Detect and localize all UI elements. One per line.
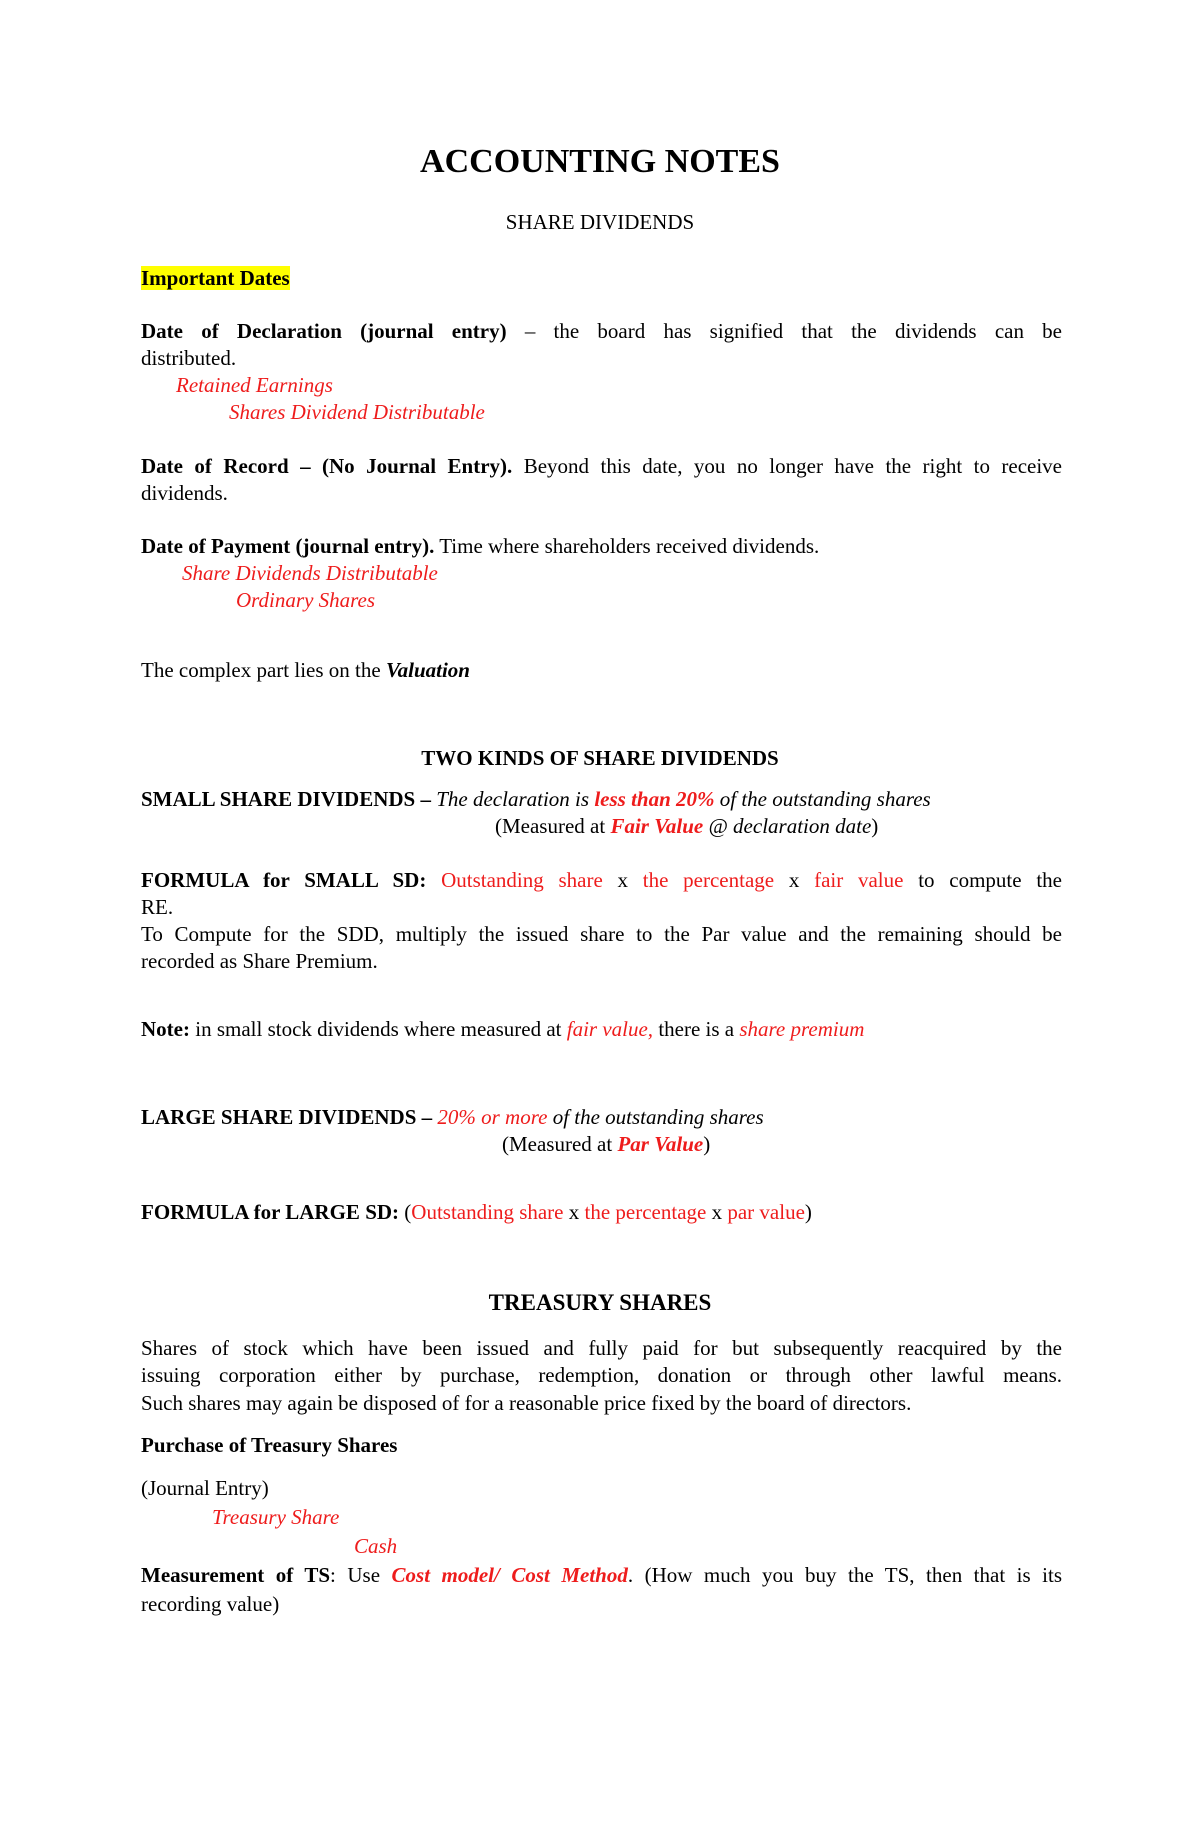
small-measured-d: ) <box>871 814 879 838</box>
declaration-text: – the board has signified that the dividends can be <box>506 319 1063 343</box>
note-label: Note: <box>141 1017 190 1041</box>
measurement-a: : Use <box>330 1563 392 1587</box>
small-formula-line-2: RE. <box>141 895 174 919</box>
measurement-cost-model: Cost model/ Cost Method <box>391 1563 628 1587</box>
large-formula-outstanding: Outstanding share <box>411 1200 564 1224</box>
small-sd-measured <box>495 813 878 840</box>
kinds-heading: TWO KINDS OF SHARE DIVIDENDS <box>421 746 779 770</box>
large-formula-x2: x <box>706 1200 728 1224</box>
treasury-credit-entry: Cash <box>354 1534 398 1558</box>
measurement-line-2: recording value) <box>141 1592 280 1616</box>
important-dates-heading <box>141 265 1062 292</box>
declaration-line-2: distributed. <box>141 346 237 370</box>
small-formula-label: FORMULA for SMALL SD: <box>141 868 427 892</box>
small-formula-x2: x <box>774 868 815 892</box>
complex-part-line <box>141 657 1062 684</box>
large-sd-measured <box>502 1131 710 1158</box>
measurement-c: . (How much you buy the TS, then that is its <box>627 1563 1062 1587</box>
large-formula-line <box>141 1199 1062 1226</box>
large-sd-line <box>141 1104 1062 1131</box>
declaration-debit-entry: Retained Earnings <box>176 373 333 397</box>
record-label: Date of Record – (No Journal Entry). <box>141 454 513 478</box>
small-formula-x1: x <box>602 868 643 892</box>
large-measured-c: ) <box>703 1132 711 1156</box>
small-formula-line <box>141 867 1062 894</box>
large-sd-threshold: 20% or more <box>437 1105 548 1129</box>
small-formula-fair-value: fair value <box>814 868 904 892</box>
small-measured-a: (Measured at <box>495 814 611 838</box>
small-formula-tail: to compute the <box>903 868 1062 892</box>
journal-entry-label: (Journal Entry) <box>141 1476 269 1500</box>
large-sd-desc: of the outstanding shares <box>547 1105 764 1129</box>
declaration-label: Date of Declaration (journal entry) <box>141 319 507 343</box>
payment-text: Time where shareholders received dividends. <box>434 534 820 558</box>
payment-debit-entry: Share Dividends Distributable <box>182 561 438 585</box>
note-share-premium: share premium <box>739 1017 865 1041</box>
large-formula-par-value: par value <box>727 1200 805 1224</box>
payment-credit-entry: Ordinary Shares <box>236 588 376 612</box>
small-formula-outstanding: Outstanding share <box>426 868 603 892</box>
payment-line <box>141 533 1062 560</box>
small-fair-value: Fair Value <box>610 814 704 838</box>
measurement-label: Measurement of TS <box>141 1563 331 1587</box>
purchase-heading: Purchase of Treasury Shares <box>141 1433 398 1457</box>
note-a: in small stock dividends where measured at <box>189 1017 567 1041</box>
payment-label: Date of Payment (journal entry). <box>141 534 435 558</box>
large-formula-x1: x <box>563 1200 585 1224</box>
sdd-line-2: recorded as Share Premium. <box>141 949 378 973</box>
large-formula-label: FORMULA for LARGE SD: <box>141 1200 400 1224</box>
record-text: Beyond this date, you no longer have the right to receive <box>512 454 1062 478</box>
small-sd-line <box>141 786 1062 813</box>
record-line <box>141 453 1062 480</box>
complex-valuation: Valuation <box>385 658 470 682</box>
important-dates-highlight: Important Dates <box>141 266 290 290</box>
sdd-line-1: To Compute for the SDD, multiply the issued share to the Par value and the remaining should be <box>141 922 1062 946</box>
small-formula-percentage: the percentage <box>642 868 775 892</box>
complex-prefix: The complex part lies on the <box>141 658 386 682</box>
large-sd-label: LARGE SHARE DIVIDENDS – <box>141 1105 438 1129</box>
large-formula-close: ) <box>804 1200 812 1224</box>
small-measured-c: @ declaration date <box>703 814 872 838</box>
large-measured-a: (Measured at <box>502 1132 618 1156</box>
section-subtitle: SHARE DIVIDENDS <box>505 210 695 234</box>
note-c: there is a <box>653 1017 740 1041</box>
treasury-heading: TREASURY SHARES <box>488 1290 712 1315</box>
treasury-def-line-3: Such shares may again be disposed of for a reasonable price fixed by the board of directors. <box>141 1391 912 1415</box>
small-sd-desc-a: The declaration is <box>436 787 595 811</box>
measurement-line <box>141 1562 1062 1589</box>
treasury-debit-entry: Treasury Share <box>212 1505 340 1529</box>
large-formula-open: ( <box>399 1200 412 1224</box>
large-par-value: Par Value <box>617 1132 704 1156</box>
note-line <box>141 1016 1062 1043</box>
small-sd-label: SMALL SHARE DIVIDENDS – <box>141 787 437 811</box>
small-sd-desc-c: of the outstanding shares <box>714 787 931 811</box>
declaration-line <box>141 318 1062 345</box>
treasury-def-line-1: Shares of stock which have been issued and fully paid for but subsequently reacquired by the <box>141 1336 1062 1360</box>
record-line-2: dividends. <box>141 481 228 505</box>
page-title: ACCOUNTING NOTES <box>420 143 780 180</box>
small-sd-threshold: less than 20% <box>594 787 715 811</box>
large-formula-percentage: the percentage <box>584 1200 707 1224</box>
treasury-def-line-2: issuing corporation either by purchase, redemption, donation or through other lawful means. <box>141 1363 1062 1387</box>
note-fair-value: fair value, <box>566 1017 654 1041</box>
declaration-credit-entry: Shares Dividend Distributable <box>229 400 485 424</box>
